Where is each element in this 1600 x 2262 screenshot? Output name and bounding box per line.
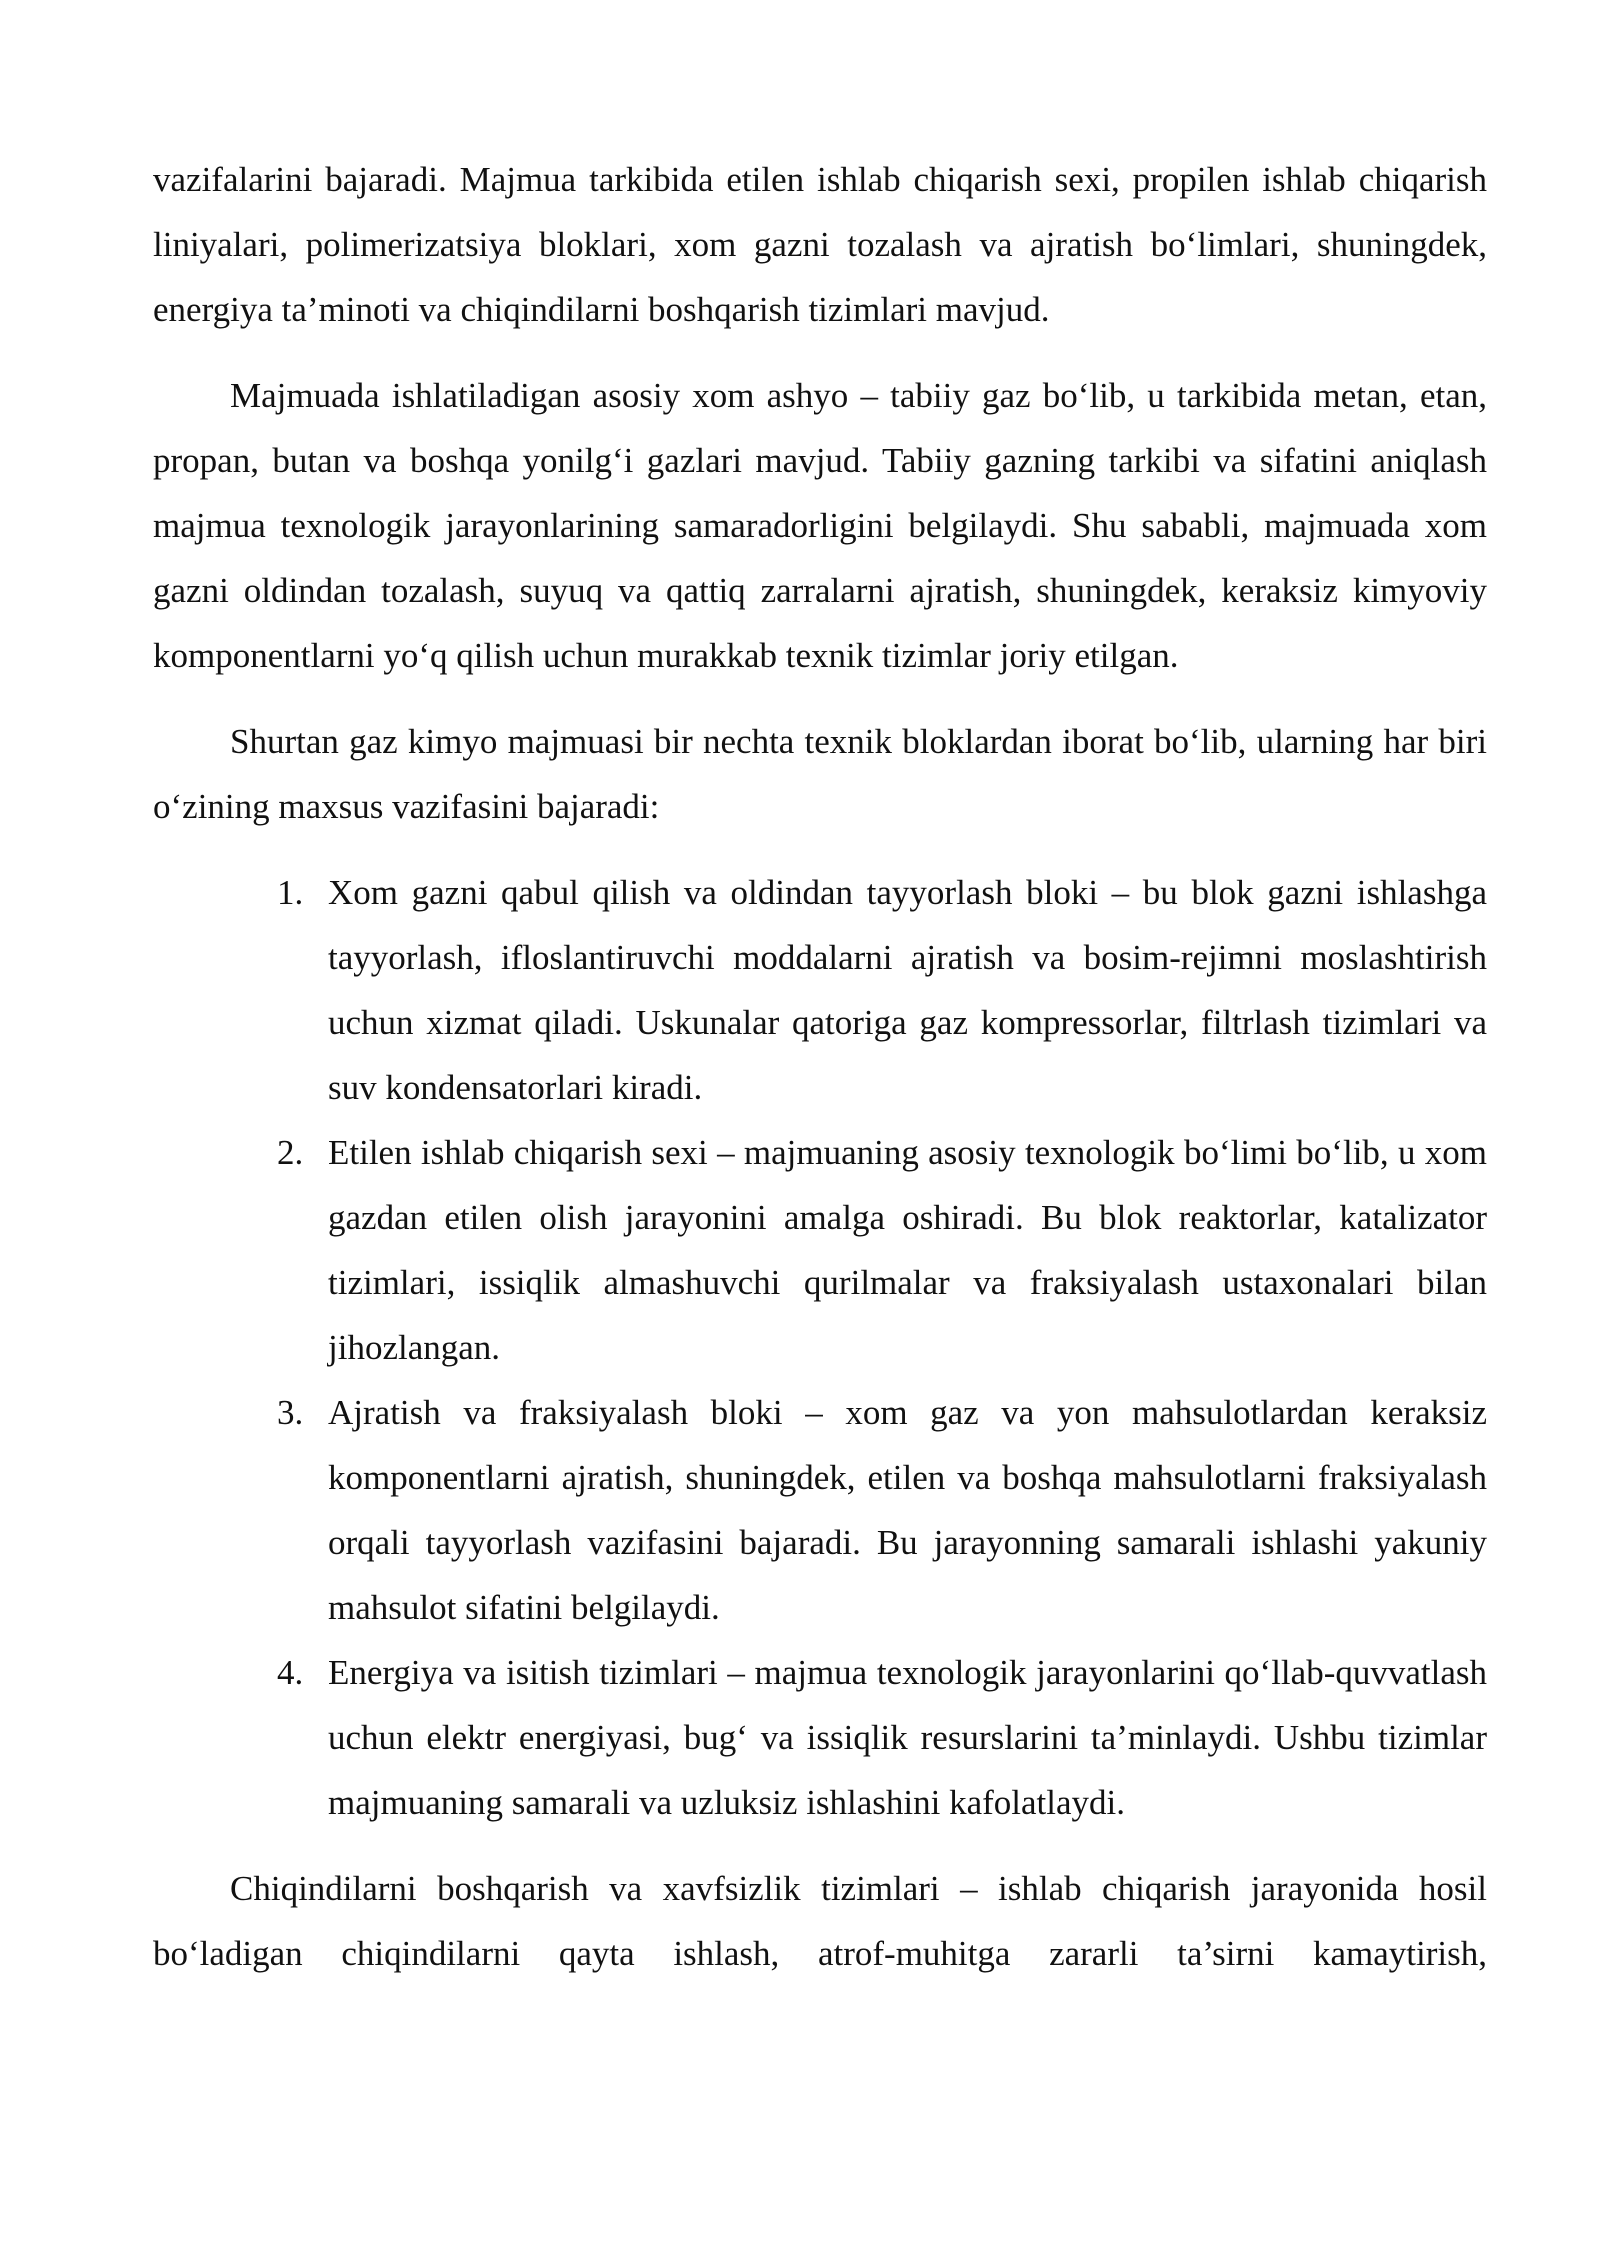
paragraph-2: Majmuada ishlatiladigan asosiy xom ashyo – tabiiy gaz bo‘lib, u tarkibida metan, etan, propan, butan va boshqa yonilg‘i gazlari mavjud. Tabiiy gazning tarkibi va sifatini aniqlash majmua texnologik jarayonlarining samaradorligini belgilaydi. Shu sababli, majmuada xom gazni oldindan tozalash, suyuq va qattiq zarralarni ajratish, shuningdek, keraksiz kimyoviy komponentlarni yo‘q qilish uchun murakkab texnik tizimlar joriy etilgan.: [153, 376, 1487, 675]
list-item: [153, 1120, 1487, 1380]
paragraph-4: Chiqindilarni boshqarish va xavfsizlik tizimlari – ishlab chiqarish jarayonida hosil bo‘ladigan chiqindilarni qayta ishlash, atrof-muhitga zararli ta’sirni kamaytirish,: [153, 1869, 1487, 1973]
list-item: [153, 1380, 1487, 1640]
list-item-number: 3.: [277, 1393, 304, 1432]
list-item-number: 2.: [277, 1133, 304, 1172]
list-item-number: 4.: [277, 1653, 304, 1692]
list-item: [153, 860, 1487, 1120]
list-item-text: Energiya va isitish tizimlari – majmua texnologik jarayonlarini qo‘llab-quvvatlash uchun elektr energiyasi, bug‘ va issiqlik resurslarini ta’minlaydi. Ushbu tizimlar majmuaning samarali va uzluksiz ishlashini kafolatlaydi.: [328, 1653, 1487, 1822]
list-item: [153, 1640, 1487, 1835]
list-item-text: Ajratish va fraksiyalash bloki – xom gaz va yon mahsulotlardan keraksiz komponentlarni ajratish, shuningdek, etilen va boshqa mahsulotlarni fraksiyalash orqali tayyorlash vazifasini bajaradi. Bu jarayonning samarali ishlashi yakuniy mahsulot sifatini belgilaydi.: [328, 1393, 1487, 1627]
paragraph-3: Shurtan gaz kimyo majmuasi bir nechta texnik bloklardan iborat bo‘lib, ularning har biri o‘zining maxsus vazifasini bajaradi:: [153, 722, 1487, 826]
numbered-list: [153, 860, 1487, 1835]
list-item-text: Etilen ishlab chiqarish sexi – majmuaning asosiy texnologik bo‘limi bo‘lib, u xom gazdan etilen olish jarayonini amalga oshiradi. Bu blok reaktorlar, katalizator tizimlari, issiqlik almashuvchi qurilmalar va fraksiyalash ustaxonalari bilan jihozlangan.: [328, 1133, 1487, 1367]
list-item-text: Xom gazni qabul qilish va oldindan tayyorlash bloki – bu blok gazni ishlashga tayyorlash, ifloslantiruvchi moddalarni ajratish va bosim-rejimni moslashtirish uchun xizmat qiladi. Uskunalar qatoriga gaz kompressorlar, filtrlash tizimlari va suv kondensatorlari kiradi.: [328, 873, 1487, 1107]
document-page: [153, 147, 1487, 1986]
list-item-number: 1.: [277, 873, 304, 912]
paragraph-1: vazifalarini bajaradi. Majmua tarkibida etilen ishlab chiqarish sexi, propilen ishlab chiqarish liniyalari, polimerizatsiya bloklari, xom gazni tozalash va ajratish bo‘limlari, shuningdek, energiya ta’minoti va chiqindilarni boshqarish tizimlari mavjud.: [153, 160, 1487, 329]
